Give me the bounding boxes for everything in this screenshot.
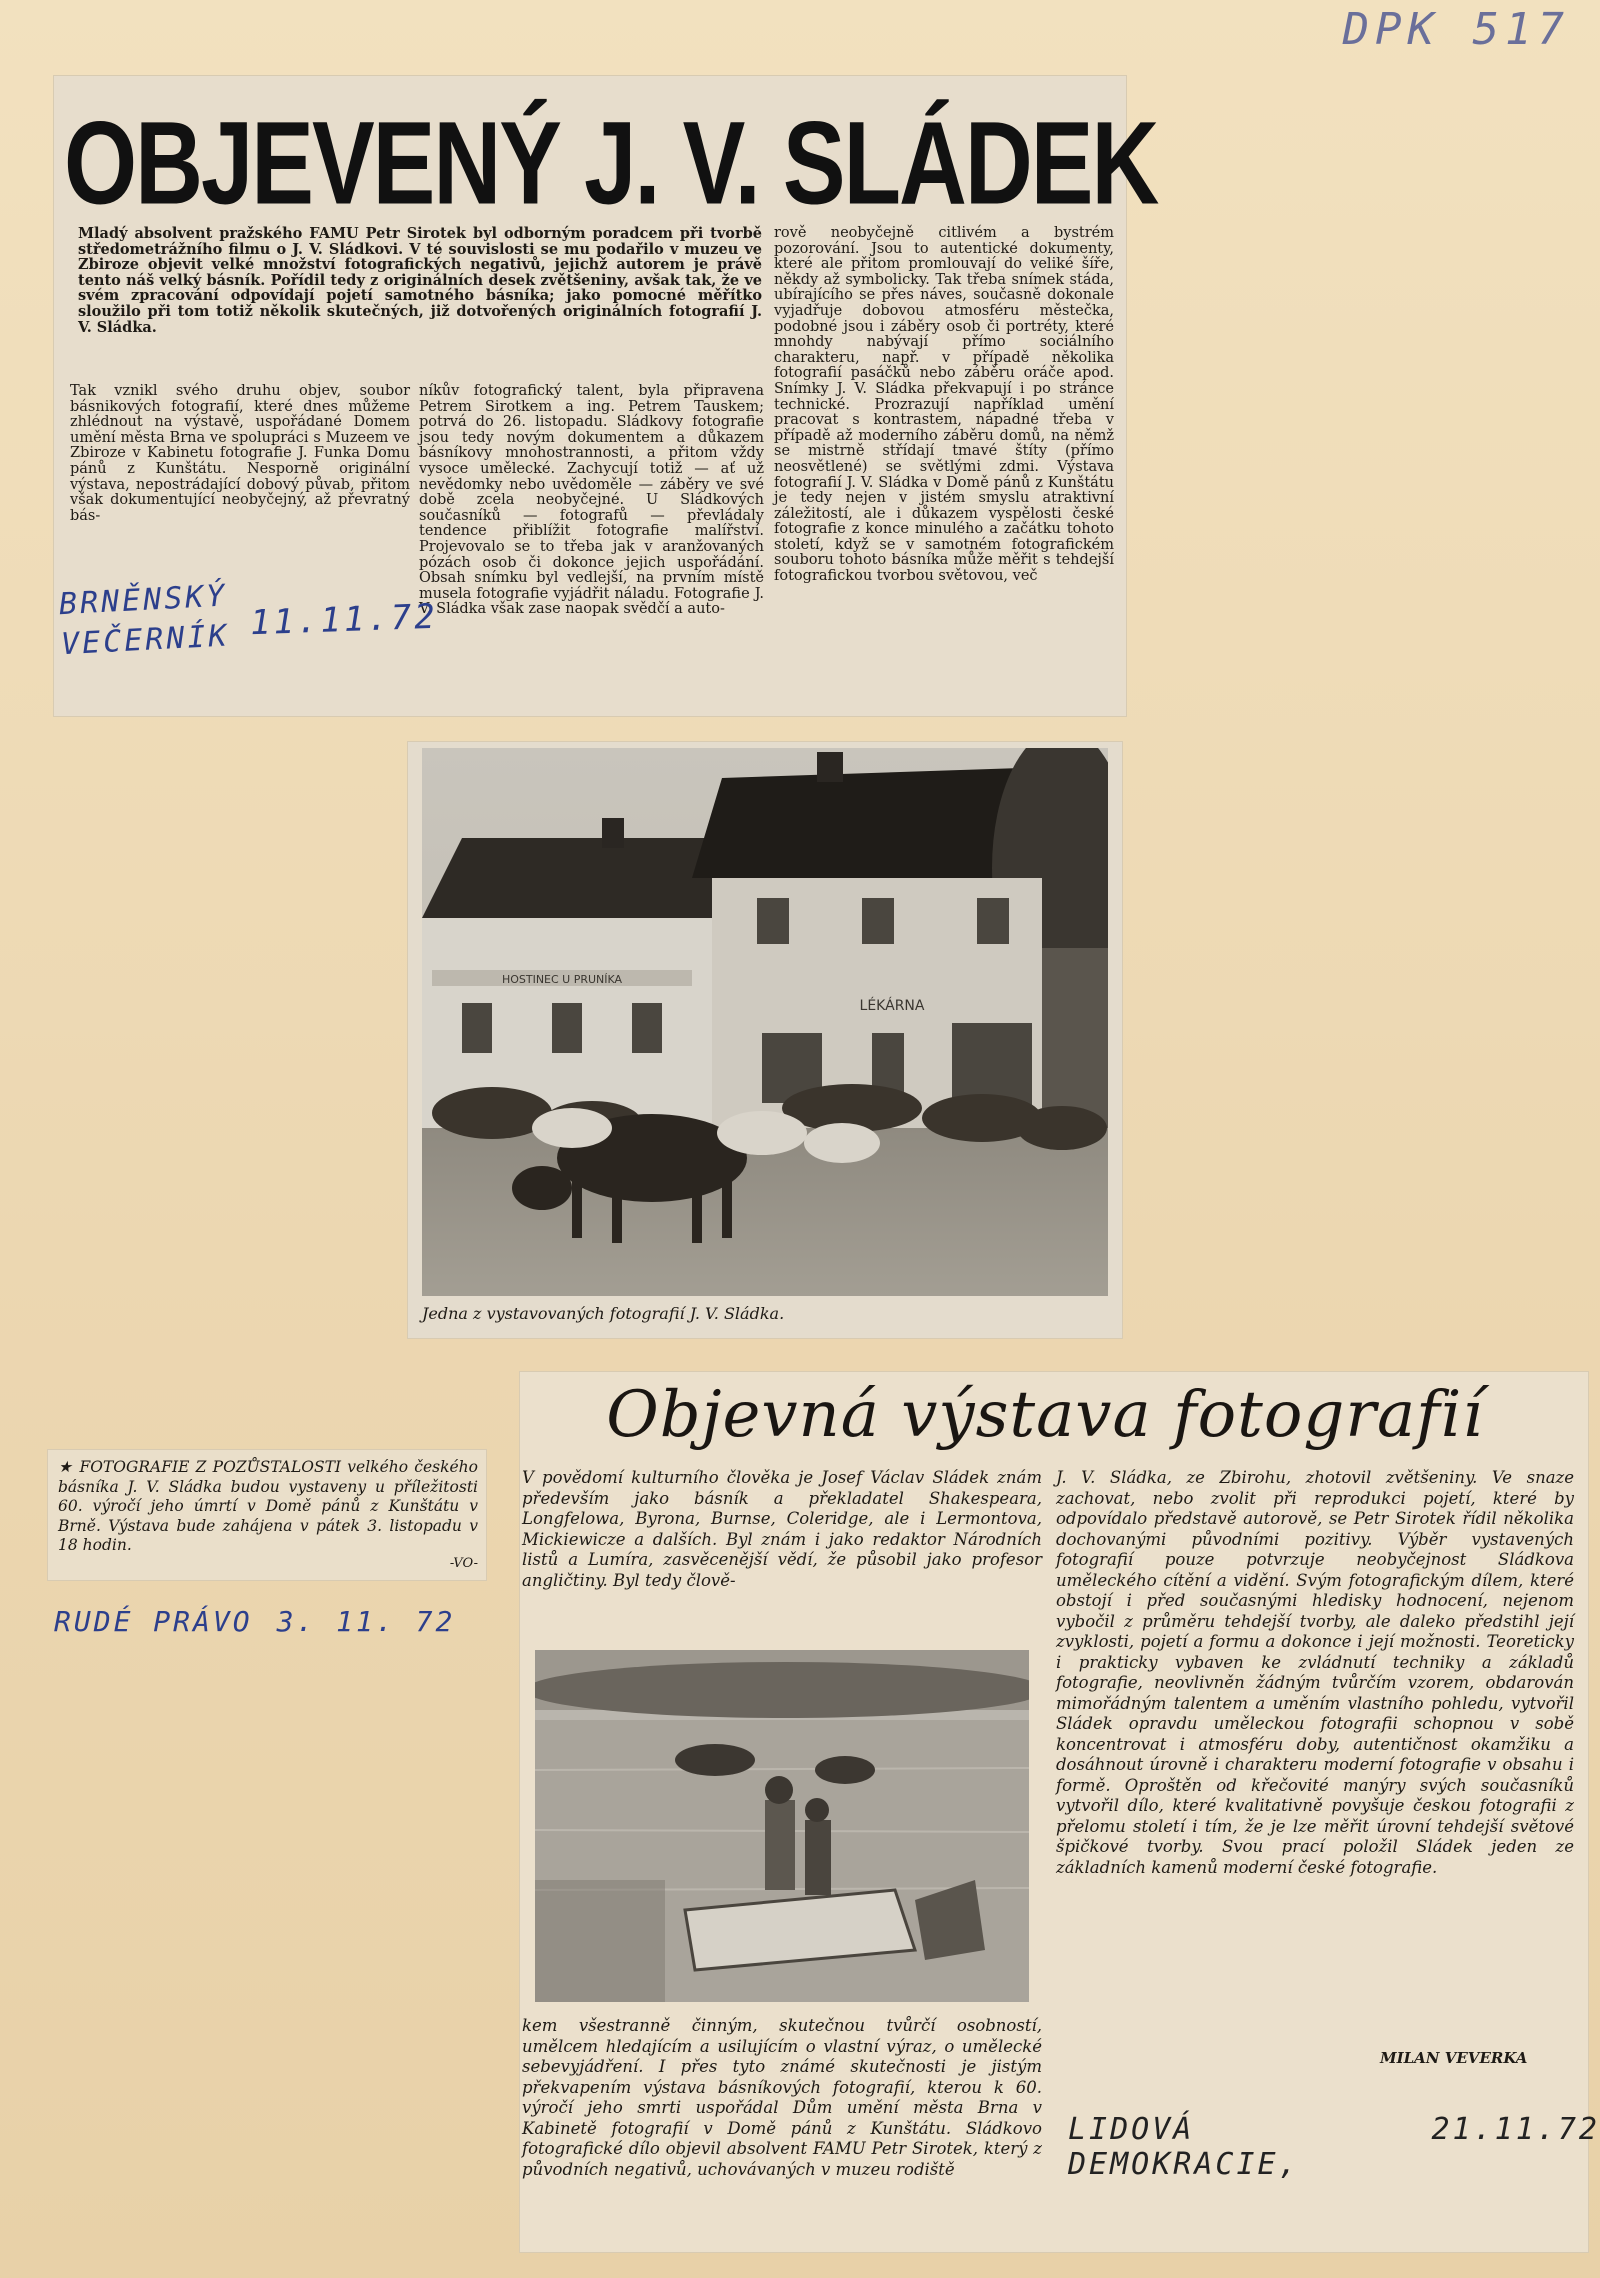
article-3-column-2: J. V. Sládka, ze Zbirohu, zhotovil zvětšeniny. Ve snaze zachovat, nebo zvolit při reprodukci pojetí, které by odpovídalo představě autorově, se Petr Sirotek řídil několika dochovanými původními pozitivy. Výběr vystavených fotografií pouze potvrzuje neobyčejnost Sládkova uměleckého cítění a vidění. Svým fotografickým dílem, které obstojí i před současnými hledisky hodnocení, nejenom vybočil z průměru tehdejší tvorby, ale daleko předstihl její zvyklosti, pojetí a formu a dokonce i její možnosti. Teoreticky i prakticky vybaven ke zvládnutí techniky a základů fotografie, neovlivněn žádným tvůrčím vzorem, obdarován mimořádným talentem a uměním vlastního pohledu, vytvořil Sládek opravdu uměleckou fotografii schopnou v sobě koncentrovat i atmosféru doby, autentičnost okamžiku a dosáhnout úrovně i charakteru moderní fotografie v obsahu i formě. Oproštěn od křečovité manýry svých současníků vytvořil dílo, které kvalitativně povyšuje českou fotografii z přelomu století i tím, že je lze měřit úrovní tehdejší světové špičkové tvorby. Svou prací položil Sládek jeden ze základních kamenů moderní české fotografie.	[1056, 1468, 1574, 1877]
source-3-publication: LIDOVÁ DEMOKRACIE,	[1068, 2112, 1300, 2182]
article-3-column-1-top: V povědomí kulturního člověka je Josef Václav Sládek znám především jako básník a překladatel Shakespeara, Longfelowa, Byrona, Burnse, Coleridge, ale i Lermontova, Mickiewicze a dalších. Byl znám i jako redaktor Národních listů a Lumíra, zasvěcenější vědí, že působil jako profesor angličtiny. Byl tedy člově-	[522, 1468, 1042, 1590]
article-1-lead: Mladý absolvent pražského FAMU Petr Sirotek byl odborným poradcem při tvorbě středometrážního filmu o J. V. Sládkovi. V té souvislosti se mu podařilo v muzeu ve Zbiroze objevit velké množství fotografických negativů, jejichž autorem je právě tento náš velký básník. Pořídil tedy z originálních desek zvětšeniny, avšak tak, že ve svém zpracování odpovídají pojetí samotného básníka; jako pomocné měřítko sloužilo při tom totiž několik skutečných, již dotvořených originálních fotografií J. V. Sládka.	[78, 225, 762, 336]
source-2-date: 3. 11. 72	[276, 1605, 456, 1638]
article-1-column-2: níkův fotografický talent, byla připravena Petrem Sirotkem a ing. Petrem Tauskem; potrvá do 26. listopadu. Sládkovy fotografie jsou tedy novým dokumentem a důkazem básníkovy mnohostrannosti, a přitom vždy vysoce umělecké. Zachycují totiž — ať už nevědomky nebo uvědoměle — záběry ve své době zcela neobyčejné. U Sládkových současníků — fotografů — převládaly tendence přiblížit fotografie malířství. Projevovalo se to třeba jak v aranžovaných pózách osob či dokonce jejich uspořádání. Obsah snímku byl vedlejší, na prvním místě musela fotografie vyjádřit náladu. Fotografie J. V. Sládka však zase naopak svědčí a auto-	[419, 383, 764, 618]
article-clipping-2	[48, 1450, 486, 1580]
boat-image	[535, 1650, 1029, 2002]
article-1-headline: OBJEVENÝ J. V. SLÁDEK	[64, 97, 1158, 229]
handwritten-date-1: 11.11.72	[249, 596, 439, 644]
article-1-column-1: Tak vznikl svého druhu objev, soubor básnikových fotografií, které dnes můžeme zhlédnout na výstavě, uspořádané Domem umění města Brna ve spolupráci s Muzeem ve Zbiroze v Kabinetu fotografie J. Funka Domu pánů z Kunštátu. Nesporně originální výstava, nepostrádající dobový půvab, přitom však dokumentující neobyčejný, až převratný bás-	[70, 383, 410, 524]
archive-mark: DPK 517	[1342, 4, 1570, 55]
source-2-publication: RUDÉ PRÁVO	[54, 1605, 253, 1638]
article-2-text: ★ FOTOGRAFIE Z POZŮSTALOSTI velkého českého básníka J. V. Sládka budou vystaveny u příležitosti 60. výročí jeho úmrtí v Domě pánů z Kunštátu v Brně. Výstava bude zahájena v pátek 3. listopadu v 18 hodin.	[58, 1458, 478, 1554]
source-3-date: 21.11.72	[1431, 2112, 1600, 2147]
source-1-publication: BRNĚNSKÝ VEČERNÍK	[58, 578, 231, 663]
village-herd-photo	[422, 748, 1108, 1296]
article-3-headline: Objevná výstava fotografií	[606, 1378, 1484, 1452]
photo-clipping-1	[408, 742, 1122, 1338]
article-3-column-1-bottom: kem všestranně činným, skutečnou tvůrčí osobností, umělcem hledajícím a usilujícím o vlastní výraz, o umělecké sebevyjádření. I přes tyto známé skutečnosti je jistým překvapením výstava básníkových fotografií, kterou k 60. výročí jeho smrti uspořádal Dům umění města Brna v Kabinetě fotografií v Domě pánů z Kunštátu. Sládkovo fotografické dílo objevil absolvent FAMU Petr Sirotek, který z původních negativů, uchovávaných v muzeu rodiště	[522, 2016, 1042, 2179]
handwritten-source-1	[58, 575, 262, 665]
photo-1-caption: Jedna z vystavovaných fotografií J. V. Sládka.	[422, 1304, 785, 1323]
article-3-author: MILAN VEVERKA	[1380, 2049, 1528, 2067]
boat-photo	[535, 1650, 1029, 2002]
handwritten-source-3	[1068, 2112, 1600, 2182]
article-1-column-3: rově neobyčejně citlivém a bystrém pozorování. Jsou to autentické dokumenty, které ale přitom promlouvají do veliké šíře, někdy až symbolicky. Tak třeba snímek stáda, ubírajícího se přes náves, současně dokonale vyjadřuje dobovou atmosféru městečka, podobné jsou i záběry osob či portréty, které mnohdy nabývají přímo sociálního charakteru, např. v případě několika fotografií pasáčků nebo záběru oráče apod. Snímky J. V. Sládka překvapují i po stránce technické. Prozrazují například umění pracovat s kontrastem, nápadné třeba v případě až moderního záběru domů, na němž se mistrně střídají tmavé štíty (přímo neosvětlené) se světlými zdmi. Výstava fotografií J. V. Sládka v Domě pánů z Kunštátu je tedy nejen v jistém smyslu atraktivní záležitostí, ale i důkazem vyspělosti české fotografie z konce minulého a začátku tohoto století, když se v samotném fotografickém souboru tohoto básníka může měřit s tehdejší fotografickou tvorbou světovou, več	[774, 225, 1114, 585]
article-2-signature: -VO-	[449, 1556, 478, 1571]
village-herd-image	[422, 748, 1108, 1296]
handwritten-source-2	[54, 1605, 455, 1638]
pharmacy-sign: LÉKÁRNA	[859, 998, 925, 1014]
inn-sign: HOSTINEC U PRUNÍKA	[501, 973, 623, 986]
